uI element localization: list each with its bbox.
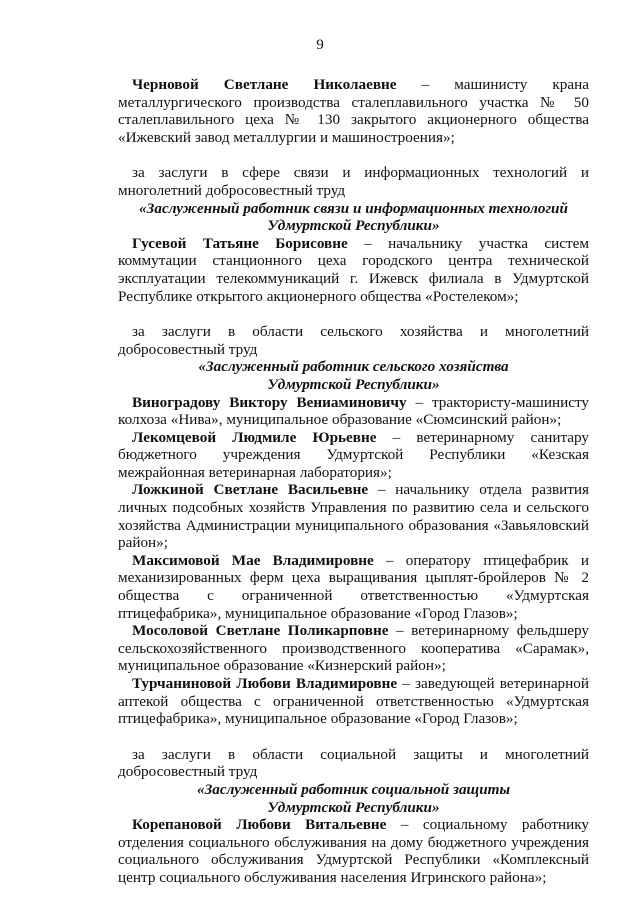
recipient-position: – оператору птицефабрик и механизированных ферм цеха выращивания цыплят-бройлеров № 2 общества с ограниченной ответственностью «Удмуртская птицефабрика», муниципальное образование «Город Глазов»; — [118, 551, 589, 622]
recipient-position: – заведующей ветеринарной аптекой общества с ограниченной ответственностью «Удмуртская птицефабрика», муниципальное образование «Город Глазов»; — [118, 675, 589, 728]
award-intro: за заслуги в области социальной защиты и многолетний добросовестный труд — [118, 745, 589, 781]
recipient-name: Лекомцевой Людмиле Юрьевне — [132, 428, 377, 446]
award-title-line: Удмуртской Республики» — [267, 798, 440, 816]
recipient-name: Виноградову Виктору Вениаминовичу — [132, 393, 407, 411]
award-title-line: «Заслуженный работник социальной защиты — [196, 780, 511, 798]
recipient-position: – начальнику отдела развития личных подсобных хозяйств Управления по развитию села и сельского хозяйства Администрации муниципального образования «Завьяловский район»; — [118, 481, 589, 552]
recipient-name: Черновой Светлане Николаевне — [132, 76, 397, 93]
recipient-name: Гусевой Татьяне Борисовне — [132, 234, 348, 252]
award-title-line: Удмуртской Республики» — [267, 375, 440, 393]
recipient-name: Ложкиной Светлане Васильевне — [132, 481, 369, 499]
award-intro: за заслуги в области сельского хозяйства и многолетний добросовестный труд — [118, 323, 589, 358]
award-entry — [118, 552, 589, 622]
award-entry — [118, 816, 589, 886]
award-entry — [118, 76, 589, 146]
award-entry — [118, 622, 589, 675]
recipient-position: – социальному работнику отделения социального обслуживания на дому бюджетного учреждения социального обслуживания Удмуртской Республики «Комплексный центр социального обслуживания населения Игринского района»; — [118, 816, 589, 886]
award-entry — [118, 481, 589, 551]
recipient-position: – машинисту крана металлургического производства сталеплавильного участка № 50 сталеплавильного цеха № 130 закрытого акционерного общества «Ижевский завод металлургии и машиностроения»; — [118, 76, 589, 146]
recipient-name: Турчаниновой Любови Владимировне — [132, 675, 398, 692]
recipient-position: – трактористу-машинисту колхоза «Нива», муниципальное образование «Сюмсинский район»; — [118, 393, 589, 429]
award-title-line: «Заслуженный работник связи и информационных технологий — [139, 199, 568, 217]
document-body — [118, 76, 589, 887]
recipient-position: – ветеринарному фельдшеру сельскохозяйственного производственного кооператива «Сарамак», муниципальное образование «Кизнерский район»; — [118, 622, 589, 675]
recipient-name: Корепановой Любови Витальевне — [132, 816, 387, 834]
recipient-name: Мосоловой Светлане Поликарповне — [132, 622, 389, 640]
recipient-name: Максимовой Мае Владимировне — [132, 551, 374, 569]
recipient-position: – начальнику участка систем коммутации станционного цеха городского центра технической эксплуатации телекоммуникаций г. Ижевск филиала в Удмуртской Республике открытого акционерного общества «Ростелеком»; — [118, 234, 589, 305]
recipient-position: – ветеринарному санитару бюджетного учреждения Удмуртской Республики «Кезская межрайонная ветеринарная лаборатория»; — [118, 428, 589, 481]
award-entry — [118, 675, 589, 728]
award-entry — [118, 394, 589, 429]
award-entry — [118, 235, 589, 305]
page-number: 9 — [316, 36, 324, 53]
award-title-line: Удмуртской Республики» — [267, 217, 440, 235]
award-intro: за заслуги в сфере связи и информационных технологий и многолетний добросовестный труд — [118, 164, 589, 199]
award-entry — [118, 429, 589, 482]
award-title-line: «Заслуженный работник сельского хозяйства — [198, 358, 509, 376]
